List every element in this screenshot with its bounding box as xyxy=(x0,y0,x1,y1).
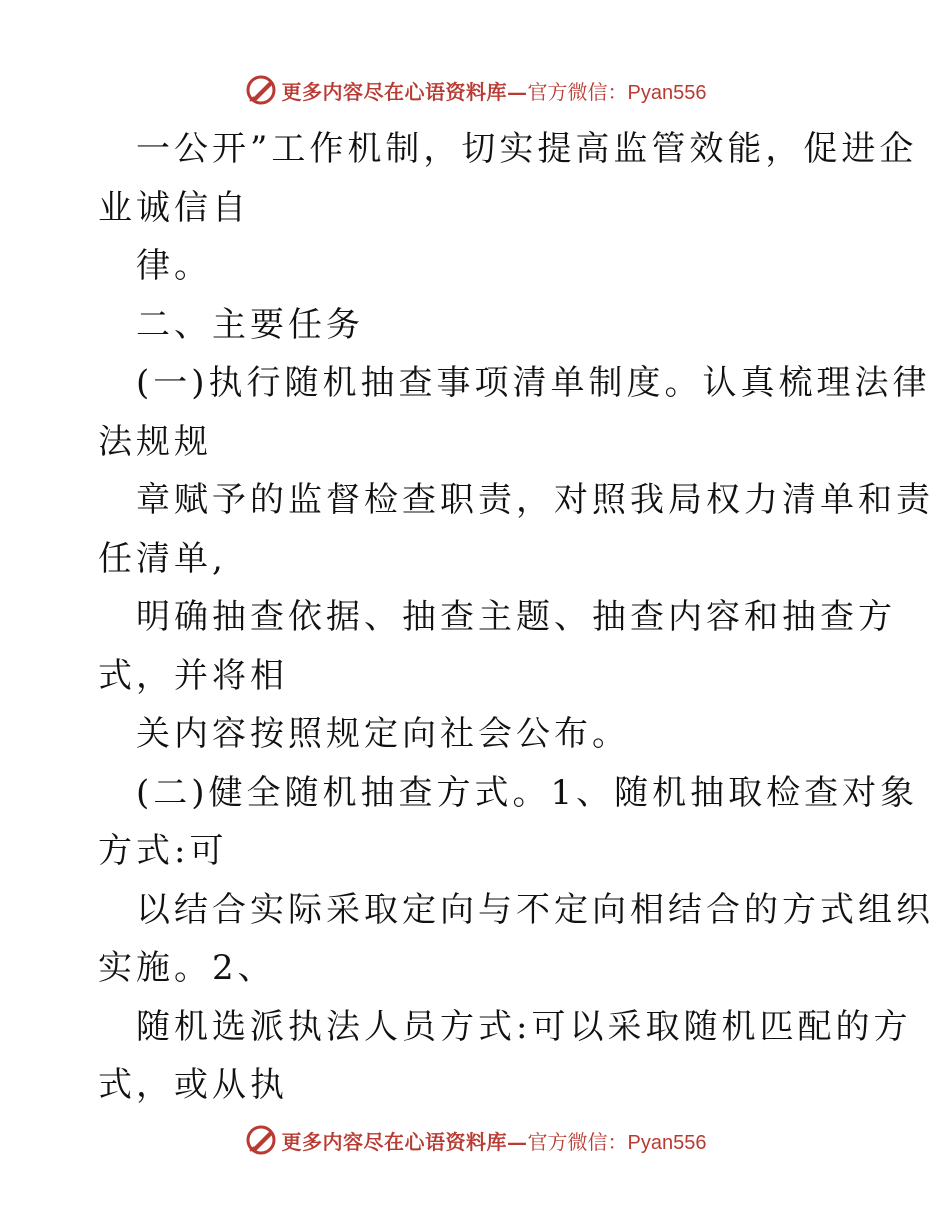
text-line: 法规规 xyxy=(98,421,212,462)
quill-logo-icon xyxy=(244,1123,278,1157)
text-line: 随机选派执法人员方式:可以采取随机匹配的方 xyxy=(136,1006,912,1047)
text-line: (一)执行随机抽查事项清单制度。认真梳理法律 xyxy=(136,363,931,403)
text-line: 式，并将相 xyxy=(98,655,288,696)
text-line: 律。 xyxy=(136,246,212,286)
footer-wechat-text: 官方微信：Pyan556 xyxy=(527,1131,707,1154)
text-line: (二)健全随机抽查方式。1、随机抽取检查对象 xyxy=(136,772,919,813)
text-line: 章赋予的监督检查职责，对照我局权力清单和责 xyxy=(136,480,934,520)
text-line: 方式:可 xyxy=(98,831,228,871)
footer-banner xyxy=(0,1120,950,1160)
header-wechat-text: 官方微信：Pyan556 xyxy=(527,81,707,104)
text-line: 一公开”工作机制，切实提高监管效能，促进企 xyxy=(136,129,918,169)
footer-brand-text: 更多内容尽在心语资料库— xyxy=(281,1129,528,1154)
text-line: 式，或从执 xyxy=(98,1065,288,1105)
text-line: 实施。2、 xyxy=(98,948,276,988)
text-line: 以结合实际采取定向与不定向相结合的方式组织 xyxy=(136,889,934,930)
text-line: 业诚信自 xyxy=(98,187,250,228)
document-body xyxy=(98,120,934,1115)
header-brand-text: 更多内容尽在心语资料库— xyxy=(281,79,528,104)
header-banner xyxy=(0,70,950,110)
text-line: 任清单, xyxy=(98,538,227,579)
text-line: 明确抽查依据、抽查主题、抽查内容和抽查方 xyxy=(136,597,896,637)
text-line: 关内容按照规定向社会公布。 xyxy=(136,714,630,754)
quill-logo-icon xyxy=(244,73,278,107)
text-line: 二、主要任务 xyxy=(136,304,364,345)
